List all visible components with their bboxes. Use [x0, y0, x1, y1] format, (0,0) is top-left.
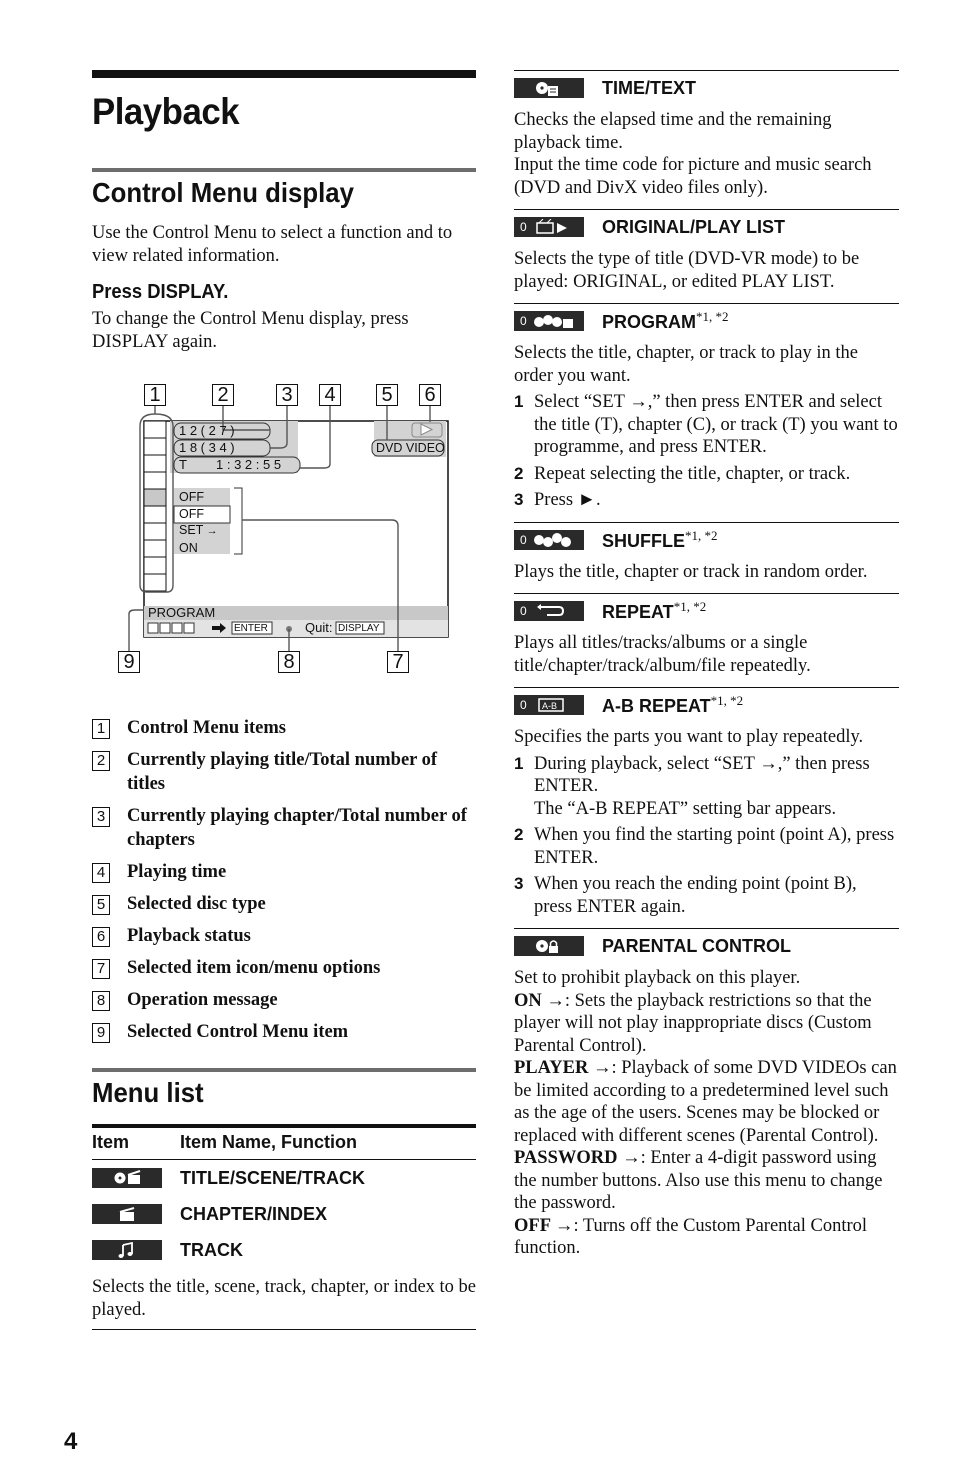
- time-text-section: [514, 70, 899, 199]
- ab-step-2: 2 When you find the starting point (point A), press ENTER.: [514, 825, 895, 868]
- callout-9: 9: [118, 651, 140, 673]
- program-step-1: 1 Select “SET →,” then press ENTER and select the title (T), chapter (C), or track (T) you want to programme, and press ENTER.: [514, 392, 898, 457]
- intro-text: Use the Control Menu to select a function and to view related information.: [92, 223, 453, 266]
- section-rule: [92, 168, 476, 172]
- callout-5: 5: [376, 384, 398, 406]
- diagram-screen: [92, 380, 472, 680]
- row-label: CHAPTER/INDEX: [180, 1203, 328, 1224]
- program-step-2: 2 Repeat selecting the title, chapter, or track.: [514, 463, 851, 484]
- left-column: [92, 70, 476, 353]
- page-number: 4: [64, 1428, 78, 1455]
- title-scene-track-icon: [92, 1168, 162, 1188]
- legend-item: 7 Selected item icon/menu options: [92, 956, 476, 980]
- parental-on: ON →: Sets the playback restrictions so that the player will not play inappropriate discs (Custom Parental Control).: [514, 990, 872, 1056]
- display-key-label: DISPLAY: [338, 623, 380, 634]
- option-4: ON: [179, 540, 198, 555]
- parental-password: PASSWORD →: Enter a 4-digit password using the number buttons. Also use this menu to change the password.: [514, 1148, 883, 1213]
- ab-repeat-icon: 0 A-B: [514, 695, 584, 715]
- parental-control-section: [514, 928, 899, 1260]
- ab-step-3: 3 When you reach the ending point (point B), press ENTER again.: [514, 874, 857, 917]
- legend-item: 1 Control Menu items: [92, 716, 476, 740]
- title-count-text: 1 2 ( 2 7 ): [179, 423, 235, 438]
- ab-repeat-body: Specifies the parts you want to play repeatedly.: [514, 727, 864, 747]
- shuffle-section: [514, 522, 899, 584]
- legend-item: 9 Selected Control Menu item: [92, 1020, 476, 1044]
- original-playlist-body: Selects the type of title (DVD-VR mode) to be played: ORIGINAL, or edited PLAY LIST.: [514, 249, 860, 292]
- option-1: OFF: [179, 490, 204, 504]
- chapter-index-icon: [92, 1204, 162, 1224]
- program-body: Selects the title, chapter, or track to play in the order you want.: [514, 343, 858, 386]
- section-rule: [92, 1068, 476, 1072]
- playlist-icon: 0: [514, 217, 584, 237]
- menu-list-section: [92, 1068, 476, 1330]
- press-display-text: To change the Control Menu display, press DISPLAY again.: [92, 309, 409, 352]
- music-note-icon: [92, 1240, 162, 1260]
- ab-step-1: 1 During playback, select “SET →,” then press ENTER. The “A-B REPEAT” setting bar appears.: [514, 753, 870, 819]
- col-item: Item: [92, 1132, 130, 1152]
- callout-2: 2: [212, 384, 234, 406]
- parental-player: PLAYER →: Playback of some DVD VIDEOs can be limited according to a predetermined level such as the age of the users. Scenes may be blocked or replaced with different scenes (Parental Control).: [514, 1058, 897, 1146]
- option-2: OFF: [179, 506, 204, 521]
- time-label: T: [179, 457, 187, 472]
- legend-item: 5 Selected disc type: [92, 892, 476, 916]
- page-title: Playback: [92, 91, 240, 132]
- original-playlist-title: ORIGINAL/PLAY LIST: [602, 216, 786, 237]
- program-icon: 0: [514, 311, 584, 331]
- program-section: [514, 303, 899, 512]
- table-row: [92, 1232, 476, 1268]
- program-text: PROGRAM: [148, 605, 216, 620]
- press-display-heading: Press DISPLAY.: [92, 281, 229, 303]
- title-rule: [92, 70, 476, 78]
- parental-lock-icon: [514, 936, 584, 956]
- menu-list-heading: Menu list: [92, 1077, 204, 1108]
- legend-item: 3 Currently playing chapter/Total number of chapters: [92, 804, 476, 852]
- callout-3: 3: [276, 384, 298, 406]
- parental-off: OFF →: Turns off the Custom Parental Control function.: [514, 1215, 868, 1258]
- shuffle-title: $SHUFFLE^{*1, *2}$: [602, 527, 718, 551]
- svg-text:A-B: A-B: [541, 701, 557, 711]
- callout-8: 8: [278, 651, 300, 673]
- legend-item: 8 Operation message: [92, 988, 476, 1012]
- repeat-title: $REPEAT^{*1, *2}$: [602, 599, 707, 622]
- repeat-section: [514, 593, 899, 677]
- disc-type-text: DVD VIDEO: [376, 441, 445, 455]
- section-heading-control-menu: Control Menu display: [92, 177, 354, 208]
- time-text-icon: [514, 78, 584, 98]
- repeat-body: Plays all titles/tracks/albums or a single title/chapter/track/album/file repeatedly.: [514, 633, 811, 676]
- option-3: SET →: [179, 523, 218, 537]
- repeat-icon: 0: [514, 601, 584, 621]
- time-text-body: Checks the elapsed time and the remaining playback time. Input the time code for picture and music search (DVD and DivX video files only).: [514, 110, 872, 198]
- ab-repeat-title: A-B $REPEAT^{*1, *2}$: [602, 693, 744, 716]
- legend-item: 4 Playing time: [92, 860, 476, 884]
- time-text-title: TIME/TEXT: [602, 77, 696, 98]
- quit-label: Quit:: [305, 620, 333, 635]
- menu-list-desc: Selects the title, scene, track, chapter, or index to be played.: [92, 1276, 476, 1330]
- option-list: [179, 489, 218, 556]
- control-menu-diagram: [92, 380, 472, 680]
- row-label: TRACK: [180, 1239, 243, 1260]
- row-label: TITLE/SCENE/TRACK: [180, 1167, 366, 1188]
- table-row: [92, 1196, 476, 1232]
- right-column: [514, 70, 899, 1260]
- legend-item: 2 Currently playing title/Total number of titles: [92, 748, 476, 796]
- callout-7: 7: [387, 651, 409, 673]
- callout-1: 1: [144, 384, 166, 406]
- legend-item: 6 Playback status: [92, 924, 476, 948]
- program-title: $PROGRAM^{*1, *2}$: [602, 309, 729, 332]
- original-playlist-section: [514, 209, 899, 293]
- ab-repeat-section: [514, 687, 899, 918]
- time-value: 1 : 3 2 : 5 5: [216, 457, 282, 472]
- chapter-count-text: 1 8 ( 3 4 ): [179, 440, 235, 455]
- enter-key-label: ENTER: [234, 623, 268, 634]
- table-row: [92, 1160, 476, 1196]
- parental-intro: Set to prohibit playback on this player.: [514, 968, 801, 988]
- parental-control-title: PARENTAL CONTROL: [602, 935, 791, 956]
- shuffle-body: Plays the title, chapter or track in random order.: [514, 561, 868, 582]
- menu-table-header: [92, 1124, 476, 1160]
- callout-6: 6: [419, 384, 441, 406]
- program-step-3: 3 Press ►.: [514, 490, 601, 510]
- col-name: Item Name, Function: [180, 1132, 358, 1152]
- callout-4: 4: [319, 384, 341, 406]
- diagram-legend: [92, 716, 476, 1052]
- shuffle-icon: 0: [514, 530, 584, 550]
